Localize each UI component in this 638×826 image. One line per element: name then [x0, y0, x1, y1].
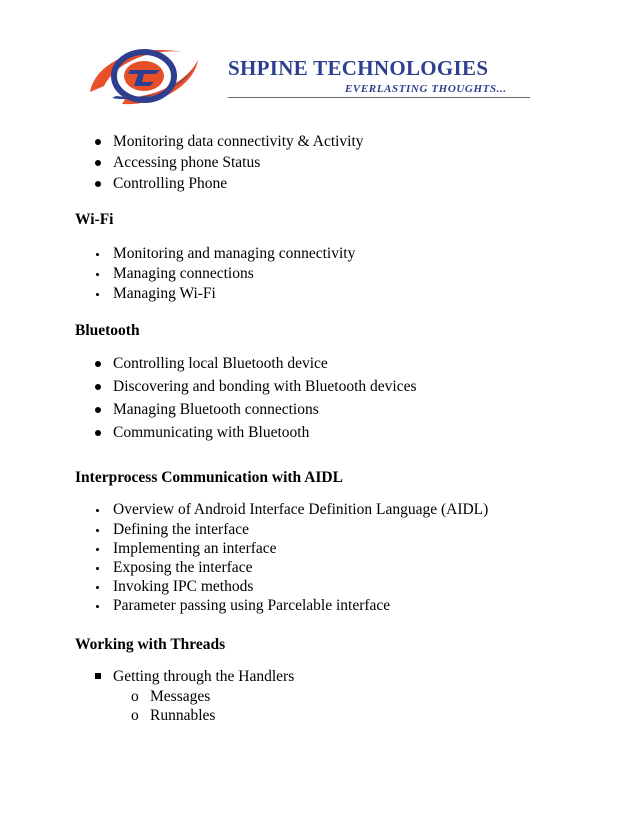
- section-heading-wifi: Wi-Fi: [75, 211, 114, 228]
- section-heading-threads: Working with Threads: [75, 636, 226, 653]
- list-item-text: Implementing an interface: [113, 540, 277, 557]
- list-item-text: Controlling local Bluetooth device: [113, 355, 328, 372]
- bullet-icon: [96, 509, 99, 512]
- sub-list-item-text: Runnables: [150, 707, 216, 724]
- list-item-text: Invoking IPC methods: [113, 578, 254, 595]
- bullet-icon: [96, 548, 99, 551]
- bullet-icon: [95, 430, 101, 436]
- bullet-icon: [95, 139, 101, 145]
- bullet-icon: [95, 160, 101, 166]
- list-item-text: Parameter passing using Parcelable interface: [113, 597, 391, 614]
- bullet-icon: [96, 567, 99, 570]
- section-heading-aidl: Interprocess Communication with AIDL: [75, 469, 343, 486]
- list-item-text: Discovering and bonding with Bluetooth devices: [113, 378, 417, 395]
- list-item-text: Getting through the Handlers: [113, 668, 295, 685]
- list-item-text: Monitoring data connectivity & Activity: [113, 133, 364, 150]
- list-item-text: Managing Bluetooth connections: [113, 401, 319, 418]
- section-heading-bluetooth: Bluetooth: [75, 322, 140, 339]
- bullet-icon: [95, 384, 101, 390]
- bullet-icon: [96, 586, 99, 589]
- circle-bullet-icon: o: [131, 707, 139, 724]
- company-name: SHPINE TECHNOLOGIES: [228, 56, 489, 80]
- bullet-icon: [96, 605, 99, 608]
- tagline-divider: [228, 97, 530, 98]
- letterhead: [0, 0, 638, 120]
- list-item-text: Defining the interface: [113, 521, 249, 538]
- list-item-text: Managing Wi-Fi: [113, 285, 216, 302]
- bullet-icon: [95, 181, 101, 187]
- square-bullet-icon: [95, 673, 101, 679]
- circle-bullet-icon: o: [131, 688, 139, 705]
- list-item-text: Exposing the interface: [113, 559, 253, 576]
- bullet-icon: [95, 361, 101, 367]
- list-item-text: Overview of Android Interface Definition Language (AIDL): [113, 501, 489, 518]
- list-item-text: Controlling Phone: [113, 175, 228, 192]
- list-item-text: Monitoring and managing connectivity: [113, 245, 356, 262]
- company-tagline: EVERLASTING THOUGHTS...: [345, 83, 507, 95]
- list-item-text: Accessing phone Status: [113, 154, 261, 171]
- bullet-icon: [96, 273, 99, 276]
- bullet-icon: [96, 293, 99, 296]
- list-item-text: Communicating with Bluetooth: [113, 424, 310, 441]
- bullet-icon: [96, 529, 99, 532]
- company-logo: [82, 40, 202, 108]
- list-item-text: Managing connections: [113, 265, 254, 282]
- sub-list-item-text: Messages: [150, 688, 211, 705]
- bullet-icon: [95, 407, 101, 413]
- bullet-icon: [96, 253, 99, 256]
